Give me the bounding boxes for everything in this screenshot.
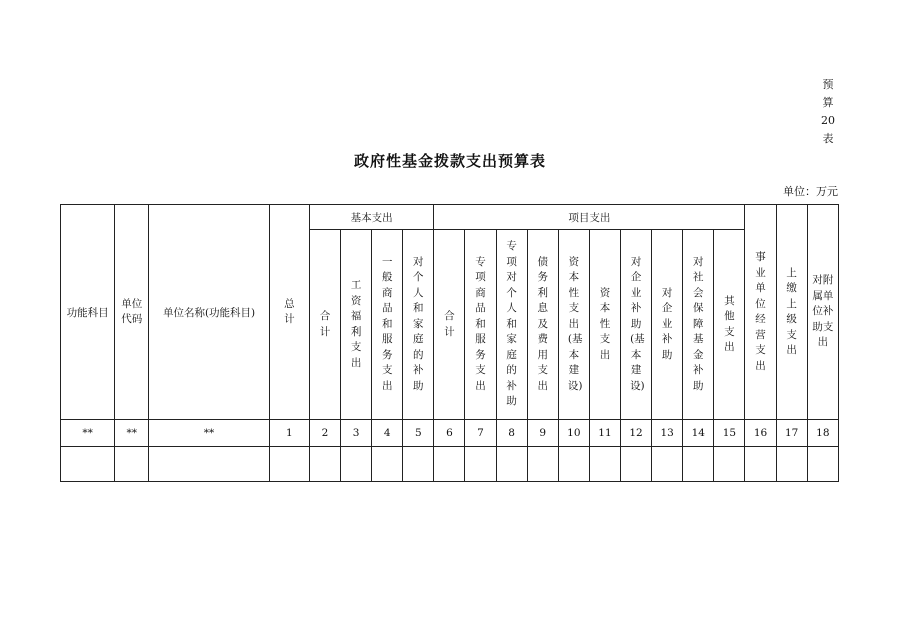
- cell: [434, 447, 465, 482]
- header-project-col: 对企业补助: [652, 230, 683, 420]
- cell: 3: [341, 420, 372, 447]
- cell: [341, 447, 372, 482]
- cell: 15: [714, 420, 745, 447]
- cell: [527, 447, 558, 482]
- cell: [115, 447, 149, 482]
- page-title: 政府性基金拨款支出预算表: [353, 152, 546, 170]
- header-project-col: 其他支出: [714, 230, 745, 420]
- cell: 14: [683, 420, 714, 447]
- cell: 4: [372, 420, 403, 447]
- header-tail-col: 上缴上级支出: [776, 205, 807, 420]
- header-project-col: 专项商品和服务支出: [465, 230, 496, 420]
- cell: 5: [403, 420, 434, 447]
- cell: 10: [558, 420, 589, 447]
- cell: 1: [269, 420, 309, 447]
- table-row-empty: [61, 447, 839, 482]
- cell: [61, 447, 115, 482]
- cell: 8: [496, 420, 527, 447]
- header-basic-col: 对个人和家庭的补助: [403, 230, 434, 420]
- cell: [403, 447, 434, 482]
- cell: [745, 447, 776, 482]
- header-basic-col: 一般商品和服务支出: [372, 230, 403, 420]
- cell: 17: [776, 420, 807, 447]
- cell: **: [149, 420, 269, 447]
- cell: [149, 447, 269, 482]
- cell: 9: [527, 420, 558, 447]
- cell: [683, 447, 714, 482]
- cell: [621, 447, 652, 482]
- cell: 16: [745, 420, 776, 447]
- cell: [309, 447, 340, 482]
- header-project-col: 专项对个人和家庭的补助: [496, 230, 527, 420]
- header-project-col: 合计: [434, 230, 465, 420]
- cell: [714, 447, 745, 482]
- header-basic-col: 工资福利支出: [341, 230, 372, 420]
- cell: 7: [465, 420, 496, 447]
- cell: 2: [309, 420, 340, 447]
- cell: [652, 447, 683, 482]
- header-project-col: 对企业补助(基本建设): [621, 230, 652, 420]
- cell: 6: [434, 420, 465, 447]
- table-number-label: [818, 76, 838, 148]
- header-tail-col: 对附属单位补助支出: [807, 205, 838, 420]
- header-tail-col: 事业单位经营支出: [745, 205, 776, 420]
- header-unit-name: 单位名称(功能科目): [149, 205, 269, 420]
- cell: 13: [652, 420, 683, 447]
- cell: 11: [589, 420, 620, 447]
- header-project-col: 对社会保障基金补助: [683, 230, 714, 420]
- header-project-col: 债务利息及费用支出: [527, 230, 558, 420]
- cell: [776, 447, 807, 482]
- unit-label: 单位：万元: [783, 185, 838, 198]
- side-label-char: 20: [821, 114, 835, 127]
- cell: 12: [621, 420, 652, 447]
- header-unit-code: 单位代码: [115, 205, 149, 420]
- cell: [465, 447, 496, 482]
- cell: [372, 447, 403, 482]
- header-project-group: 项目支出: [434, 205, 745, 230]
- cell: [558, 447, 589, 482]
- cell: [589, 447, 620, 482]
- table-row-numbers: [61, 420, 839, 447]
- header-basic-col: 合计: [309, 230, 340, 420]
- cell: 18: [807, 420, 838, 447]
- cell: **: [61, 420, 115, 447]
- cell: [807, 447, 838, 482]
- cell: [269, 447, 309, 482]
- header-project-col: 资本性支出(基本建设): [558, 230, 589, 420]
- budget-table: [60, 204, 839, 482]
- header-basic-group: 基本支出: [309, 205, 433, 230]
- side-label-char: 预: [822, 78, 834, 91]
- header-func-subject: 功能科目: [61, 205, 115, 420]
- cell: [496, 447, 527, 482]
- header-total: 总计: [269, 205, 309, 420]
- header-project-col: 资本性支出: [589, 230, 620, 420]
- side-label-char: 算: [822, 96, 834, 109]
- side-label-char: 表: [822, 132, 834, 145]
- cell: **: [115, 420, 149, 447]
